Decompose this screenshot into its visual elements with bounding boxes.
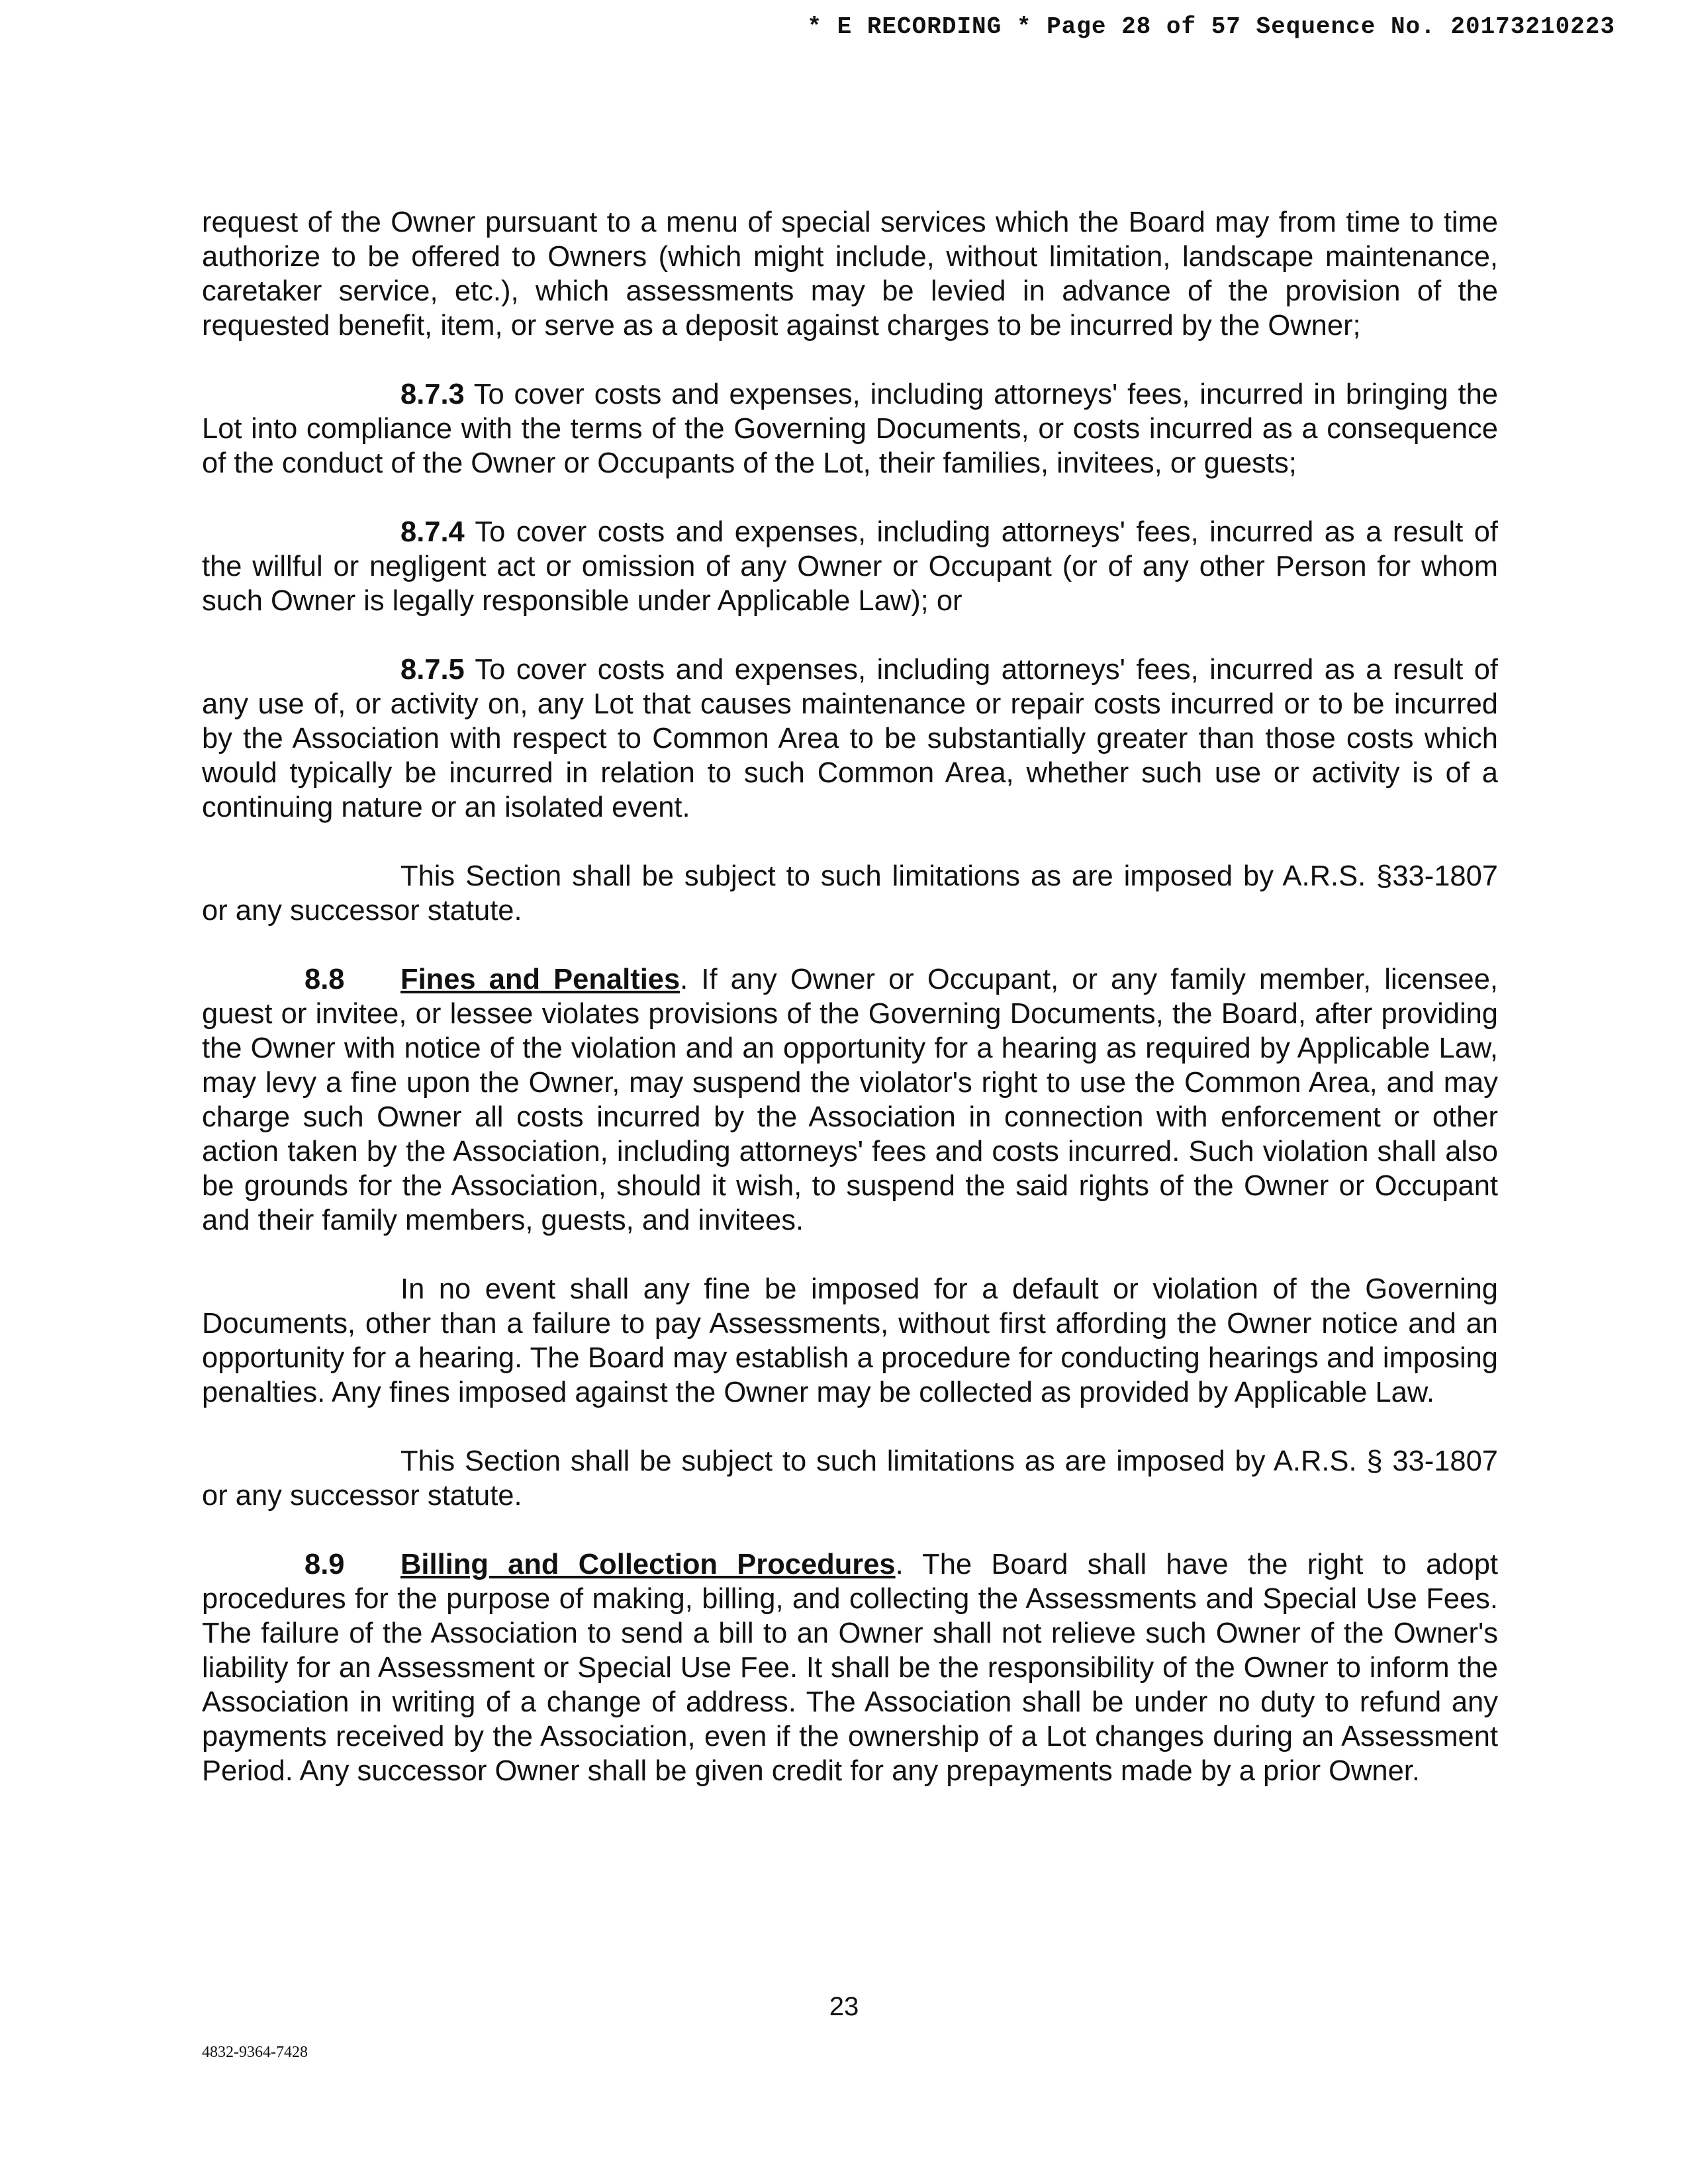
- section-text: . If any Owner or Occupant, or any family member, licensee, guest or invitee, or lessee violates provisions of the Governing Documents, the Board, after providing the Owner with notice of the violation and an opportunity for a hearing as required by Applicable Law, may levy a fine upon the Owner, may suspend the violator's right to use the Common Area, and may charge such Owner all costs incurred by the Association in connection with enforcement or other action taken by the Association, including attorneys' fees and costs incurred. Such violation shall also be grounds for the Association, should it wish, to suspend the said rights of the Owner or Occupant and their family members, guests, and invitees.: [202, 964, 1498, 1236]
- document-id: 4832-9364-7428: [202, 2044, 308, 2061]
- page-number: 23: [829, 1992, 859, 2021]
- section-number: 8.7.5: [400, 654, 465, 686]
- recording-header: * E RECORDING * Page 28 of 57 Sequence No. 20173210223: [807, 13, 1615, 40]
- intro-paragraph: request of the Owner pursuant to a menu of special services which the Board may from time to time authorize to be offered to Owners (which might include, without limitation, landscape maintenance, caretaker service, etc.), which assessments may be levied in advance of the provision of the requested benefit, item, or serve as a deposit against charges to be incurred by the Owner;: [202, 206, 1498, 341]
- limitation-paragraph-2: This Section shall be subject to such limitations as are imposed by A.R.S. § 33-1807 or any successor statute.: [202, 1445, 1498, 1512]
- no-event-paragraph: In no event shall any fine be imposed for a default or violation of the Governing Documents, other than a failure to pay Assessments, without first affording the Owner notice and an opportunity for a hearing. The Board may establish a procedure for conducting hearings and imposing penalties. Any fines imposed against the Owner may be collected as provided by Applicable Law.: [202, 1273, 1498, 1408]
- section-text: To cover costs and expenses, including attorneys' fees, incurred as a result of the willful or negligent act or omission of any Owner or Occupant (or of any other Person for whom such Owner is legally responsible under Applicable Law); or: [202, 516, 1498, 617]
- section-number: 8.7.4: [400, 516, 465, 548]
- section-8-9: [202, 1547, 1498, 1788]
- section-8-8: [202, 962, 1498, 1238]
- section-heading: Fines and Penalties: [400, 964, 680, 995]
- section-number: 8.7.3: [400, 379, 465, 410]
- document-body: [202, 205, 1498, 1788]
- limitation-paragraph-1: This Section shall be subject to such limitations as are imposed by A.R.S. §33-1807 or any successor statute.: [202, 860, 1498, 927]
- section-number: 8.8: [305, 964, 345, 995]
- section-text: . The Board shall have the right to adopt procedures for the purpose of making, billing, and collecting the Assessments and Special Use Fees. The failure of the Association to send a bill to an Owner shall not relieve such Owner of the Owner's liability for an Assessment or Special Use Fee. It shall be the responsibility of the Owner to inform the Association in writing of a change of address. The Association shall be under no duty to refund any payments received by the Association, even if the ownership of a Lot changes during an Assessment Period. Any successor Owner shall be given credit for any prepayments made by a prior Owner.: [202, 1549, 1498, 1787]
- section-text: To cover costs and expenses, including attorneys' fees, incurred in bringing the Lot into compliance with the terms of the Governing Documents, or costs incurred as a consequence of the conduct of the Owner or Occupants of the Lot, their families, invitees, or guests;: [202, 379, 1498, 479]
- section-text: To cover costs and expenses, including attorneys' fees, incurred as a result of any use of, or activity on, any Lot that causes maintenance or repair costs incurred or to be incurred by the Association with respect to Common Area to be substantially greater than those costs which would typically be incurred in relation to such Common Area, whether such use or activity is of a continuing nature or an isolated event.: [202, 654, 1498, 823]
- section-8-7-5: [202, 653, 1498, 825]
- section-heading: Billing and Collection Procedures: [400, 1549, 896, 1580]
- section-8-7-4: [202, 515, 1498, 618]
- section-8-7-3: [202, 377, 1498, 480]
- section-number: 8.9: [305, 1549, 345, 1580]
